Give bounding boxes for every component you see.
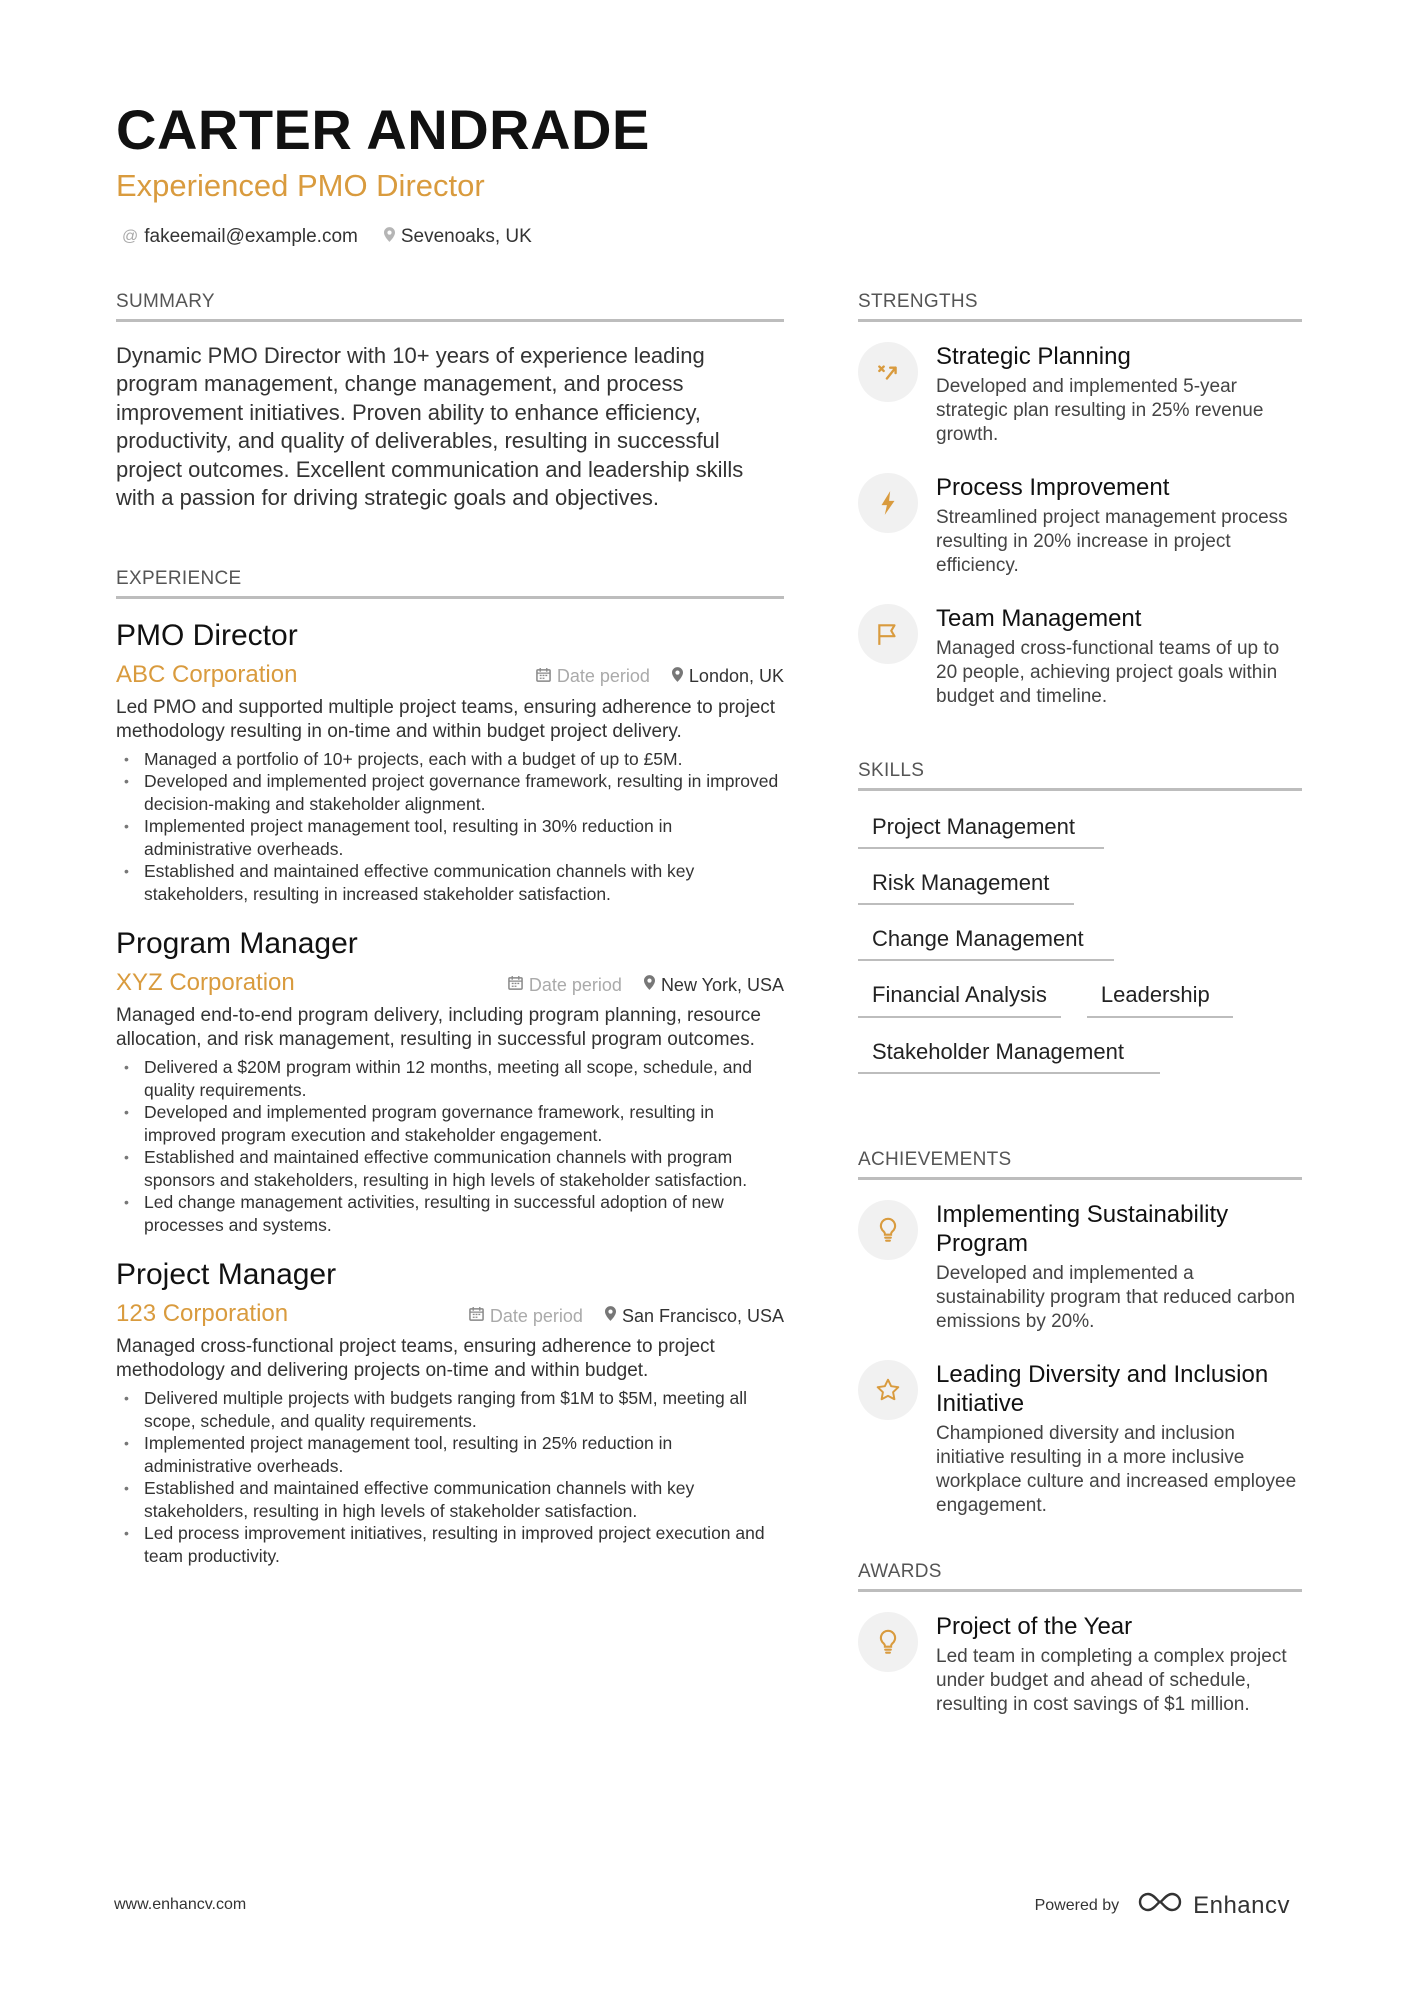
job-entry xyxy=(116,1258,784,1567)
skill-tag: Leadership xyxy=(1087,971,1233,1017)
strength-description: Managed cross-functional teams of up to 20 people, achieving project goals within budget and timeline. xyxy=(936,637,1280,707)
location-pin-icon xyxy=(605,1306,616,1326)
achievements-heading: ACHIEVEMENTS xyxy=(858,1150,1302,1180)
bullet-item: • Delivered multiple projects with budgets ranging from $1M to $5M, meeting all scope, schedule, and quality requirements. xyxy=(144,1387,784,1432)
enhancv-logo[interactable] xyxy=(1137,1890,1290,1921)
achievement-description: Championed diversity and inclusion initiative resulting in a more inclusive workplace culture and increased employee engagement. xyxy=(936,1422,1297,1516)
summary-text: Dynamic PMO Director with 10+ years of experience leading program management, change management, and process improvement initiatives. Proven ability to enhance efficiency, productivity, and quality of deliverables, resulting in successful project outcomes. Excellent communication and leadership skills with a passion for driving strategic goals and objectives. xyxy=(116,342,744,511)
job-date xyxy=(469,1306,583,1327)
experience-heading: EXPERIENCE xyxy=(116,569,784,599)
job-bullets xyxy=(116,1056,784,1236)
achievement-item xyxy=(858,1360,1302,1518)
bullet-item: • Led change management activities, resulting in successful adoption of new processes and systems. xyxy=(144,1191,784,1236)
strength-title: Strategic Planning xyxy=(936,342,1131,370)
lightbulb-icon xyxy=(858,1200,918,1260)
bullet-item: • Led process improvement initiatives, resulting in improved project execution and team productivity. xyxy=(144,1522,784,1567)
bullet-item: • Developed and implemented program governance framework, resulting in improved program execution and stakeholder engagement. xyxy=(144,1101,784,1146)
bullet-item: • Managed a portfolio of 10+ projects, each with a budget of up to £5M. xyxy=(144,748,784,771)
email-text: fakeemail@example.com xyxy=(144,226,358,247)
company-name: ABC Corporation xyxy=(116,660,298,688)
summary-heading: SUMMARY xyxy=(116,292,784,322)
strength-item xyxy=(858,473,1302,578)
date-text: Date period xyxy=(556,666,650,687)
job-meta-row xyxy=(116,1300,784,1328)
location-text: Sevenoaks, UK xyxy=(400,226,532,247)
bullet-item: • Implemented project management tool, resulting in 30% reduction in administrative overheads. xyxy=(144,815,784,860)
strengths-heading: STRENGTHS xyxy=(858,292,1302,322)
bullet-item: • Established and maintained effective communication channels with key stakeholders, resulting in increased stakeholder satisfaction. xyxy=(144,860,784,905)
achievement-title: Leading Diversity and Inclusion Initiative xyxy=(936,1360,1269,1417)
contact-row xyxy=(122,226,532,248)
lightbulb-icon xyxy=(858,1612,918,1672)
job-date xyxy=(536,666,650,687)
contact-location xyxy=(384,226,532,248)
job-entry xyxy=(116,927,784,1236)
strength-description: Streamlined project management process resulting in 20% increase in project efficiency. xyxy=(936,506,1288,576)
company-name: 123 Corporation xyxy=(116,1300,289,1328)
bullet-item: • Implemented project management tool, resulting in 25% reduction in administrative overheads. xyxy=(144,1432,784,1477)
achievement-item xyxy=(858,1200,1302,1334)
job-location xyxy=(605,1306,784,1327)
job-bullets xyxy=(116,1387,784,1567)
location-pin-icon xyxy=(384,227,395,247)
job-bullets xyxy=(116,748,784,906)
calendar-icon xyxy=(508,975,523,995)
location-text: London, UK xyxy=(688,666,784,687)
right-column xyxy=(858,292,1302,1717)
contact-email[interactable] xyxy=(122,226,358,248)
job-description: Led PMO and supported multiple project teams, ensuring adherence to project methodology resulting in on-time and within budget project delivery. xyxy=(116,696,776,742)
bullet-item: • Delivered a $20M program within 12 months, meeting all scope, schedule, and quality requirements. xyxy=(144,1056,784,1101)
location-text: New York, USA xyxy=(660,974,784,995)
location-pin-icon xyxy=(644,975,655,995)
calendar-icon xyxy=(469,1306,484,1326)
calendar-icon xyxy=(536,667,551,687)
star-icon xyxy=(858,1360,918,1420)
award-title: Project of the Year xyxy=(936,1612,1133,1640)
candidate-title: Experienced PMO Director xyxy=(116,168,485,203)
awards-heading: AWARDS xyxy=(858,1562,1302,1592)
date-text: Date period xyxy=(528,974,622,995)
skill-tag: Change Management xyxy=(858,915,1114,961)
powered-by-text: Powered by xyxy=(1034,1896,1120,1914)
achievement-title: Implementing Sustainability Program xyxy=(936,1200,1229,1257)
job-entry xyxy=(116,619,784,906)
skill-tag: Risk Management xyxy=(858,859,1074,905)
job-title: PMO Director xyxy=(116,618,298,652)
footer-website[interactable]: www.enhancv.com xyxy=(114,1896,247,1913)
job-meta xyxy=(508,975,784,996)
skill-tag: Project Management xyxy=(858,803,1104,849)
candidate-name: CARTER ANDRADE xyxy=(116,98,650,161)
flag-icon xyxy=(858,604,918,664)
job-date xyxy=(508,975,622,996)
strength-title: Process Improvement xyxy=(936,473,1170,501)
at-icon: @ xyxy=(122,228,139,245)
job-title: Project Manager xyxy=(116,1258,337,1292)
company-name: XYZ Corporation xyxy=(116,969,295,997)
lightning-icon xyxy=(858,473,918,533)
skill-tag: Financial Analysis xyxy=(858,971,1061,1017)
infinity-icon xyxy=(1137,1890,1183,1921)
job-title: Program Manager xyxy=(116,927,358,961)
job-location xyxy=(672,666,784,687)
location-pin-icon xyxy=(672,667,683,687)
award-description: Led team in completing a complex project under budget and ahead of schedule, resulting in cost savings of $1 million. xyxy=(936,1645,1287,1715)
brand-text: Enhancv xyxy=(1193,1891,1290,1919)
job-description: Managed end-to-end program delivery, including program planning, resource allocation, and risk management, resulting in successful program outcomes. xyxy=(116,1005,761,1051)
chart-arrow-icon xyxy=(858,342,918,402)
award-item xyxy=(858,1612,1302,1717)
strength-item xyxy=(858,342,1302,447)
skills-list xyxy=(858,803,1302,1084)
date-text: Date period xyxy=(489,1305,583,1326)
achievement-description: Developed and implemented a sustainability program that reduced carbon emissions by 20%. xyxy=(936,1262,1296,1332)
footer-branding xyxy=(1035,1890,1290,1921)
bullet-item: • Developed and implemented project governance framework, resulting in improved decision-making and stakeholder alignment. xyxy=(144,770,784,815)
left-column xyxy=(116,292,784,1567)
strength-item xyxy=(858,604,1302,709)
job-meta xyxy=(469,1306,784,1327)
strength-title: Team Management xyxy=(936,604,1142,632)
job-meta xyxy=(536,666,784,687)
skills-heading: SKILLS xyxy=(858,761,1302,791)
strength-description: Developed and implemented 5-year strategic plan resulting in 25% revenue growth. xyxy=(936,375,1264,445)
job-location xyxy=(644,975,784,996)
job-meta-row xyxy=(116,969,784,997)
bullet-item: • Established and maintained effective communication channels with program sponsors and stakeholders, resulting in high levels of stakeholder satisfaction. xyxy=(144,1146,784,1191)
skill-tag: Stakeholder Management xyxy=(858,1028,1160,1074)
job-meta-row xyxy=(116,661,784,689)
location-text: San Francisco, USA xyxy=(621,1305,784,1326)
job-description: Managed cross-functional project teams, ensuring adherence to project methodology and delivering projects on-time and within budget. xyxy=(116,1336,715,1382)
bullet-item: • Established and maintained effective communication channels with key stakeholders, resulting in high levels of stakeholder satisfaction. xyxy=(144,1477,784,1522)
